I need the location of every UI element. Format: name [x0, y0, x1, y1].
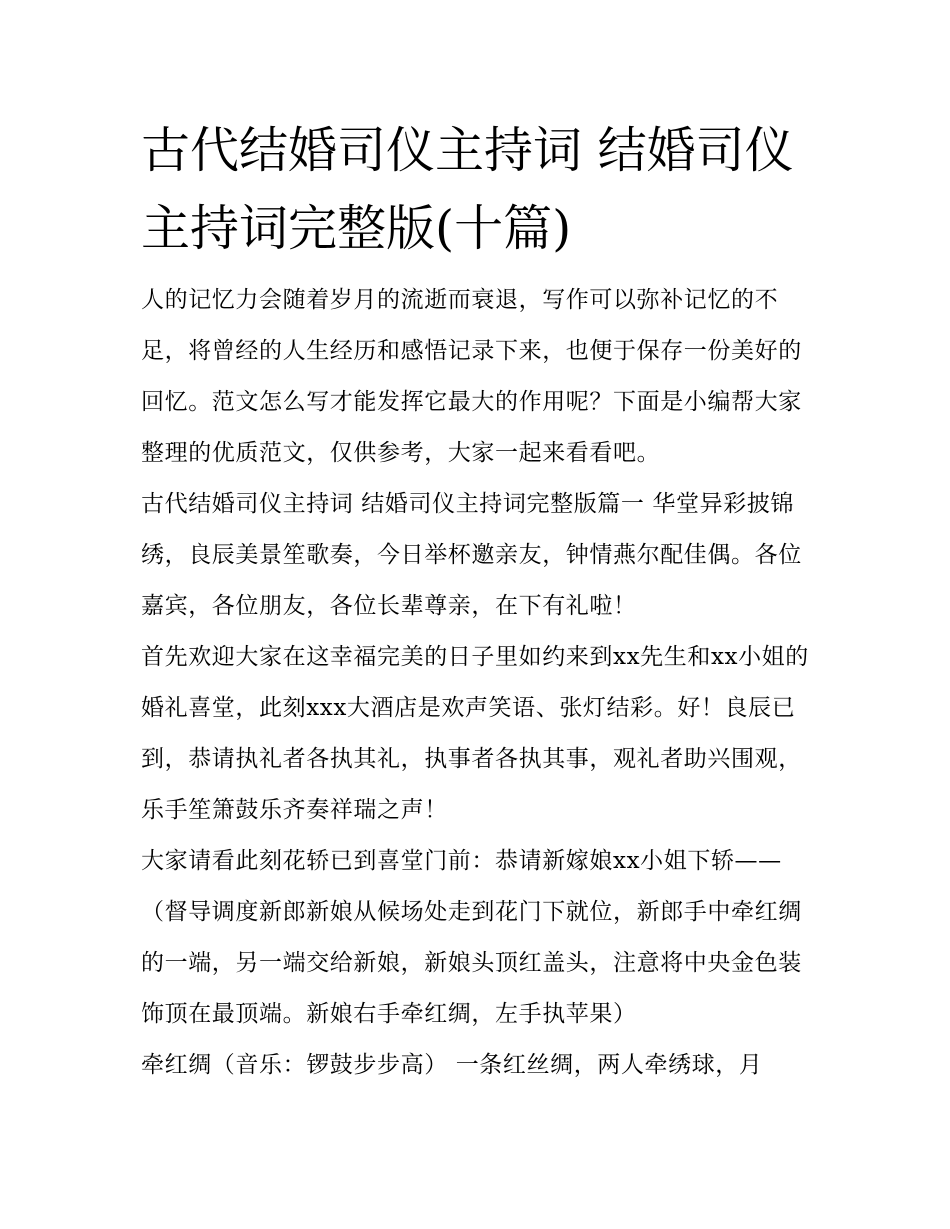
document-page [141, 112, 813, 1091]
paragraph-welcome: 首先欢迎大家在这幸福完美的日子里如约来到xx先生和xx小姐的婚礼喜堂，此刻xxx大酒店是欢声笑语、张灯结彩。好！良辰已到，恭请执礼者各执其礼，执事者各执其事，观礼者助兴围观，乐手笙箫鼓乐齐奏祥瑞之声！ [141, 644, 809, 823]
paragraph-intro: 人的记忆力会随着岁月的流逝而衰退，写作可以弥补记忆的不足，将曾经的人生经历和感悟记录下来，也便于保存一份美好的回忆。范文怎么写才能发挥它最大的作用呢？下面是小编帮大家整理的优质范文，仅供参考，大家一起来看看吧。 [141, 287, 802, 466]
document-body [141, 275, 813, 1091]
paragraph-bride-arrival: 大家请看此刻花轿已到喜堂门前：恭请新嫁娘xx小姐下轿——（督导调度新郎新娘从候场处走到花门下就位，新郎手中牵红绸的一端，另一端交给新娘，新娘头顶红盖头，注意将中央金色装饰顶在最顶端。新娘右手牵红绸，左手执苹果） [141, 848, 802, 1027]
paragraph-opening-verse: 古代结婚司仪主持词 结婚司仪主持词完整版篇一 华堂异彩披锦绣，良辰美景笙歌奏，今日举杯邀亲友，钟情燕尔配佳偶。各位嘉宾，各位朋友，各位长辈尊亲，在下有礼啦！ [141, 491, 802, 619]
paragraph-red-silk: 牵红绸（音乐：锣鼓步步高） 一条红丝绸，两人牵绣球，月 [141, 1052, 763, 1078]
document-title: 古代结婚司仪主持词 结婚司仪主持词完整版(十篇) [141, 122, 794, 257]
